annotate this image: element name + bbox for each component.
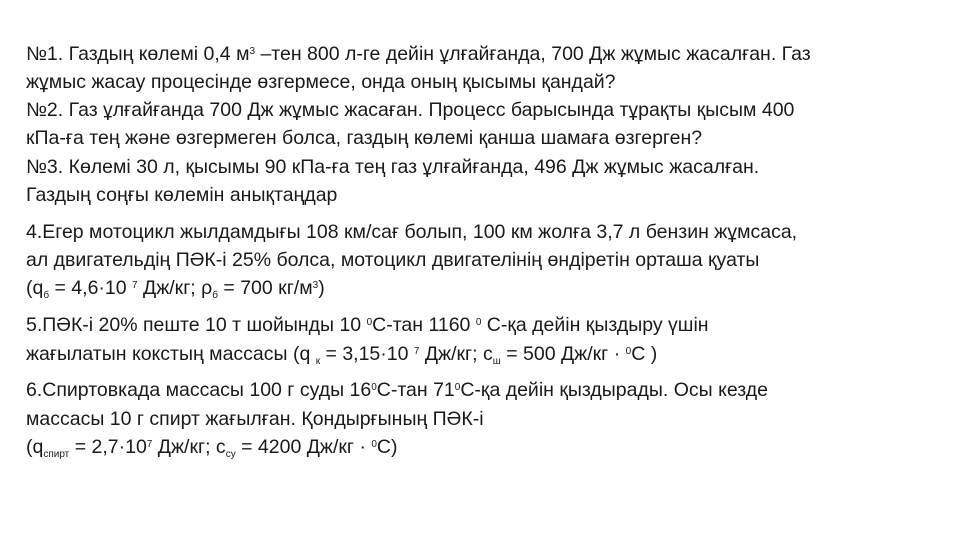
problem-4-line-3: ($q_б = 4,6\cdot 10$ $^7$ Дж/кг; $\rho_б = 700$ $кг/м^3$) [26,277,325,301]
problem-6-line-1: 6.Спиртовкада массасы 100 г суды $16^0С$-тан $71^0С-қа$ дейін қыздырады. Осы кезде [26,379,768,401]
problem-5-line-2: жағылатын кокстың массасы (q $_к$ = 3,15·10 $^7$ Дж/кг; $с_ш = 500$ Дж/кг · $^0$С ) [26,343,658,367]
problem-3-line-1: №3. Көлемі 30 л, қысымы 90 кПа-ға тең газ ұлғайғанда, 496 Дж жұмыс жасалған. [26,156,760,178]
problem-3-line-2: Газдың соңғы көлемін анықтаңдар [26,184,338,206]
problem-5-line-1: 5.ПӘК-і 20% пеште 10 т шойынды 10 $^0$С-тан 1160 $^0$ С-қа дейін қыздыру үшін [26,314,709,336]
problem-1-line-2: жұмыс жасау процесінде өзгермесе, онда оның қысымы қандай? [26,71,616,93]
problem-2-line-2: кПа-ға тең және өзгермеген болса, газдың көлемі қанша шамаға өзгерген? [26,127,703,149]
problem-6-line-3: ($q_{спирт} = 2,7\cdot 10^7$ Дж/кг; $с_{су} = 4200$ Дж/кг · $^0$С) [26,436,398,460]
problem-6-line-2: массасы 10 г спирт жағылған. Қондырғының ПӘК-і [26,408,484,430]
problem-4-line-1: 4.Егер мотоцикл жылдамдығы 108 км/сағ болып, 100 км жолға 3,7 л бензин жұмсаса, [26,221,798,243]
problem-4-line-2: ал двигательдің ПӘК-і 25% болса, мотоцикл двигателінің өндіретін орташа қуаты [26,249,760,271]
problem-2-line-1: №2. Газ ұлғайғанда 700 Дж жұмыс жасаған. Процесс барысында тұрақты қысым 400 [26,99,795,121]
problem-1-line-1: №1. Газдың көлемі 0,4 $м^3$ –тен 800 л-ге дейін ұлғайғанда, 700 Дж жұмыс жасалған. Газ [26,43,811,65]
